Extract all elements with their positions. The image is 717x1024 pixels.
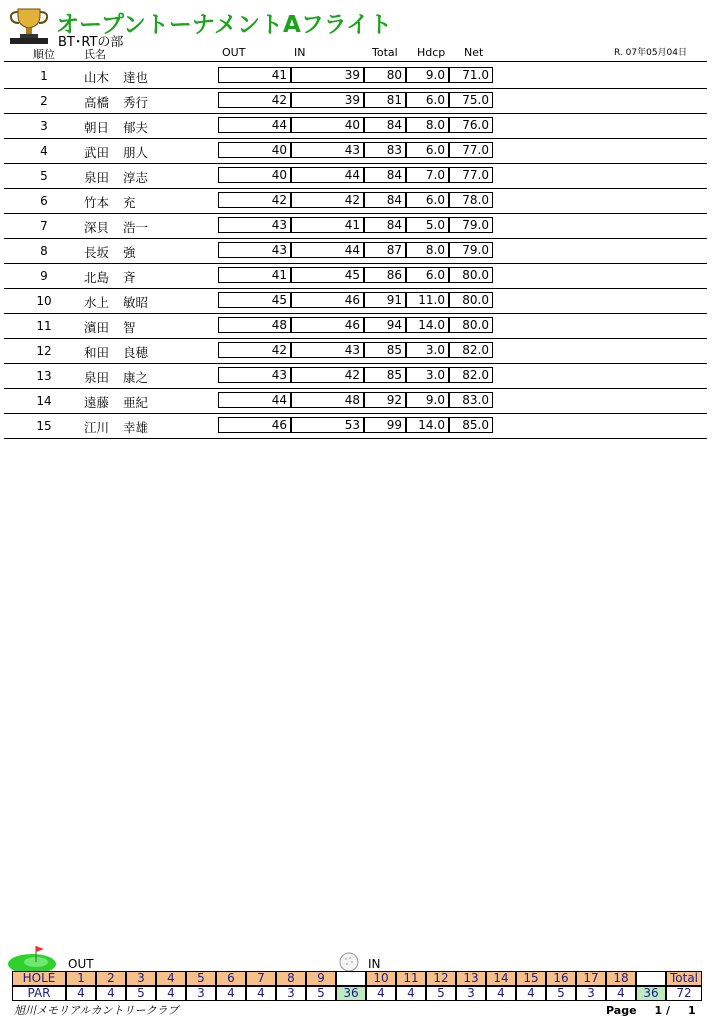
player-name: [84, 93, 148, 111]
out-score: 42: [218, 92, 291, 108]
given-name: 郁夫: [123, 120, 149, 135]
hole-number: 9: [306, 971, 336, 986]
table-row: [4, 113, 707, 139]
par-value: 4: [66, 986, 96, 1001]
column-header-total: Total: [372, 46, 398, 59]
table-row: [4, 63, 707, 89]
handicap: 6.0: [406, 92, 449, 108]
total-score: 85: [364, 342, 406, 358]
rank-cell: 12: [36, 344, 52, 358]
table-row: [4, 138, 707, 164]
total-label: Total: [666, 971, 702, 986]
par-out-subtotal: 36: [336, 986, 366, 1001]
family-name: 深貝: [84, 220, 110, 235]
net-score: 82.0: [449, 342, 493, 358]
given-name: 敏昭: [123, 295, 149, 310]
par-value: 3: [186, 986, 216, 1001]
handicap: 14.0: [406, 317, 449, 333]
in-score: 40: [291, 117, 364, 133]
given-name: 秀行: [123, 95, 149, 110]
table-row: [4, 213, 707, 239]
handicap: 9.0: [406, 392, 449, 408]
table-row: [4, 288, 707, 314]
given-name: 充: [123, 195, 136, 210]
in-score: 43: [291, 142, 364, 158]
hole-number: 17: [576, 971, 606, 986]
handicap: 7.0: [406, 167, 449, 183]
table-row: [4, 88, 707, 114]
out-score: 43: [218, 242, 291, 258]
in-label: IN: [368, 957, 381, 971]
column-header-net: Net: [464, 46, 484, 59]
table-row: [4, 388, 707, 414]
net-score: 80.0: [449, 317, 493, 333]
given-name: 幸雄: [123, 420, 149, 435]
handicap: 6.0: [406, 192, 449, 208]
out-score: 46: [218, 417, 291, 433]
net-score: 77.0: [449, 167, 493, 183]
par-value: 3: [456, 986, 486, 1001]
table-row: [4, 313, 707, 339]
family-name: 江川: [84, 420, 110, 435]
in-subtotal-blank: [636, 971, 666, 986]
net-score: 76.0: [449, 117, 493, 133]
family-name: 水上: [84, 295, 110, 310]
par-label: PAR: [12, 986, 66, 1001]
net-score: 71.0: [449, 67, 493, 83]
player-name: [84, 293, 148, 311]
handicap: 3.0: [406, 342, 449, 358]
table-row: [4, 413, 707, 439]
table-row: [4, 188, 707, 214]
column-header-hdcp: Hdcp: [417, 46, 446, 59]
par-value: 4: [156, 986, 186, 1001]
column-header-in: IN: [294, 46, 306, 59]
net-score: 79.0: [449, 242, 493, 258]
total-score: 91: [364, 292, 406, 308]
out-score: 48: [218, 317, 291, 333]
table-row: [4, 263, 707, 289]
table-row: [4, 163, 707, 189]
par-value: 3: [276, 986, 306, 1001]
total-score: 81: [364, 92, 406, 108]
hole-number: 3: [126, 971, 156, 986]
rank-cell: 5: [40, 169, 48, 183]
given-name: 達也: [123, 70, 149, 85]
out-score: 40: [218, 167, 291, 183]
par-value: 5: [426, 986, 456, 1001]
hole-label: HOLE: [12, 971, 66, 986]
hole-number: 12: [426, 971, 456, 986]
net-score: 80.0: [449, 292, 493, 308]
given-name: 浩一: [123, 220, 149, 235]
hole-number: 14: [486, 971, 516, 986]
total-score: 94: [364, 317, 406, 333]
rank-cell: 1: [40, 69, 48, 83]
hole-number: 10: [366, 971, 396, 986]
net-score: 79.0: [449, 217, 493, 233]
par-value: 4: [396, 986, 426, 1001]
rank-cell: 13: [36, 369, 52, 383]
handicap: 5.0: [406, 217, 449, 233]
hole-number: 5: [186, 971, 216, 986]
hole-number: 11: [396, 971, 426, 986]
page-total: 1: [688, 1004, 696, 1017]
par-value: 3: [576, 986, 606, 1001]
total-score: 86: [364, 267, 406, 283]
hole-number: 1: [66, 971, 96, 986]
out-score: 40: [218, 142, 291, 158]
player-name: [84, 143, 148, 161]
in-score: 53: [291, 417, 364, 433]
handicap: 9.0: [406, 67, 449, 83]
given-name: 朋人: [123, 145, 149, 160]
par-total: 72: [666, 986, 702, 1001]
out-score: 43: [218, 217, 291, 233]
family-name: 泉田: [84, 370, 110, 385]
given-name: 斉: [123, 270, 136, 285]
hole-number: 16: [546, 971, 576, 986]
table-row: [4, 338, 707, 364]
total-score: 80: [364, 67, 406, 83]
player-name: [84, 343, 148, 361]
rank-cell: 3: [40, 119, 48, 133]
par-value: 4: [486, 986, 516, 1001]
out-score: 42: [218, 342, 291, 358]
in-score: 39: [291, 67, 364, 83]
family-name: 武田: [84, 145, 110, 160]
player-name: [84, 393, 148, 411]
out-score: 44: [218, 392, 291, 408]
total-score: 99: [364, 417, 406, 433]
given-name: 智: [123, 320, 136, 335]
family-name: 長坂: [84, 245, 110, 260]
event-date: R. 07年05月04日: [614, 48, 688, 58]
given-name: 亜紀: [123, 395, 149, 410]
player-name: [84, 243, 136, 261]
par-value: 5: [126, 986, 156, 1001]
handicap: 3.0: [406, 367, 449, 383]
table-row: [4, 238, 707, 264]
par-value: 5: [306, 986, 336, 1001]
par-value: 4: [516, 986, 546, 1001]
division-subtitle: BT･RTの部: [58, 35, 124, 50]
hole-number: 2: [96, 971, 126, 986]
total-score: 84: [364, 117, 406, 133]
player-name: [84, 318, 136, 336]
rank-cell: 9: [40, 269, 48, 283]
rank-cell: 6: [40, 194, 48, 208]
column-header-name: 氏名: [84, 48, 106, 61]
player-name: [84, 118, 148, 136]
par-value: 4: [96, 986, 126, 1001]
given-name: 淳志: [123, 170, 149, 185]
handicap: 6.0: [406, 142, 449, 158]
club-name: 旭川メモリアルカントリークラブ: [14, 1004, 179, 1017]
total-score: 84: [364, 167, 406, 183]
out-score: 41: [218, 67, 291, 83]
hole-number: 7: [246, 971, 276, 986]
family-name: 朝日: [84, 120, 110, 135]
total-score: 85: [364, 367, 406, 383]
in-score: 45: [291, 267, 364, 283]
page-number: 1 /: [654, 1004, 671, 1017]
player-name: [84, 368, 148, 386]
in-score: 39: [291, 92, 364, 108]
family-name: 竹本: [84, 195, 110, 210]
net-score: 77.0: [449, 142, 493, 158]
page-label: Page: [606, 1004, 637, 1017]
hole-number: 8: [276, 971, 306, 986]
par-value: 4: [366, 986, 396, 1001]
player-name: [84, 168, 148, 186]
page-indicator: [606, 1004, 696, 1017]
handicap: 14.0: [406, 417, 449, 433]
total-score: 84: [364, 217, 406, 233]
in-score: 48: [291, 392, 364, 408]
in-score: 41: [291, 217, 364, 233]
family-name: 濱田: [84, 320, 110, 335]
rank-cell: 7: [40, 219, 48, 233]
player-name: [84, 68, 148, 86]
handicap: 8.0: [406, 242, 449, 258]
rank-cell: 2: [40, 94, 48, 108]
par-value: 4: [246, 986, 276, 1001]
hole-number: 6: [216, 971, 246, 986]
total-score: 92: [364, 392, 406, 408]
net-score: 80.0: [449, 267, 493, 283]
family-name: 北島: [84, 270, 110, 285]
in-score: 42: [291, 367, 364, 383]
out-score: 45: [218, 292, 291, 308]
page-title: オープントーナメントAフライト: [56, 12, 393, 38]
trophy-icon: [6, 6, 52, 46]
family-name: 遠藤: [84, 395, 110, 410]
given-name: 良穂: [123, 345, 149, 360]
in-score: 42: [291, 192, 364, 208]
net-score: 78.0: [449, 192, 493, 208]
net-score: 75.0: [449, 92, 493, 108]
rank-cell: 10: [36, 294, 52, 308]
player-name: [84, 418, 148, 436]
out-label: OUT: [68, 957, 94, 971]
par-value: 4: [216, 986, 246, 1001]
family-name: 山木: [84, 70, 110, 85]
net-score: 82.0: [449, 367, 493, 383]
out-score: 41: [218, 267, 291, 283]
out-score: 44: [218, 117, 291, 133]
player-name: [84, 268, 136, 286]
in-score: 46: [291, 292, 364, 308]
header-divider: [4, 61, 707, 62]
par-value: 5: [546, 986, 576, 1001]
family-name: 高橋: [84, 95, 110, 110]
net-score: 85.0: [449, 417, 493, 433]
out-subtotal-blank: [336, 971, 366, 986]
net-score: 83.0: [449, 392, 493, 408]
in-score: 46: [291, 317, 364, 333]
family-name: 泉田: [84, 170, 110, 185]
out-score: 43: [218, 367, 291, 383]
total-score: 83: [364, 142, 406, 158]
player-name: [84, 193, 136, 211]
hole-number: 15: [516, 971, 546, 986]
in-score: 43: [291, 342, 364, 358]
hole-number: 13: [456, 971, 486, 986]
player-name: [84, 218, 148, 236]
handicap: 11.0: [406, 292, 449, 308]
in-score: 44: [291, 242, 364, 258]
hole-number: 4: [156, 971, 186, 986]
rank-cell: 11: [36, 319, 52, 333]
total-score: 87: [364, 242, 406, 258]
handicap: 6.0: [406, 267, 449, 283]
rank-cell: 14: [36, 394, 52, 408]
par-in-subtotal: 36: [636, 986, 666, 1001]
total-score: 84: [364, 192, 406, 208]
out-score: 42: [218, 192, 291, 208]
given-name: 強: [123, 245, 136, 260]
rank-cell: 4: [40, 144, 48, 158]
family-name: 和田: [84, 345, 110, 360]
handicap: 8.0: [406, 117, 449, 133]
par-value: 4: [606, 986, 636, 1001]
rank-cell: 15: [36, 419, 52, 433]
table-row: [4, 363, 707, 389]
hole-number: 18: [606, 971, 636, 986]
in-score: 44: [291, 167, 364, 183]
column-header-out: OUT: [222, 46, 246, 59]
given-name: 康之: [123, 370, 149, 385]
rank-cell: 8: [40, 244, 48, 258]
column-header-rank: 順位: [33, 48, 55, 61]
